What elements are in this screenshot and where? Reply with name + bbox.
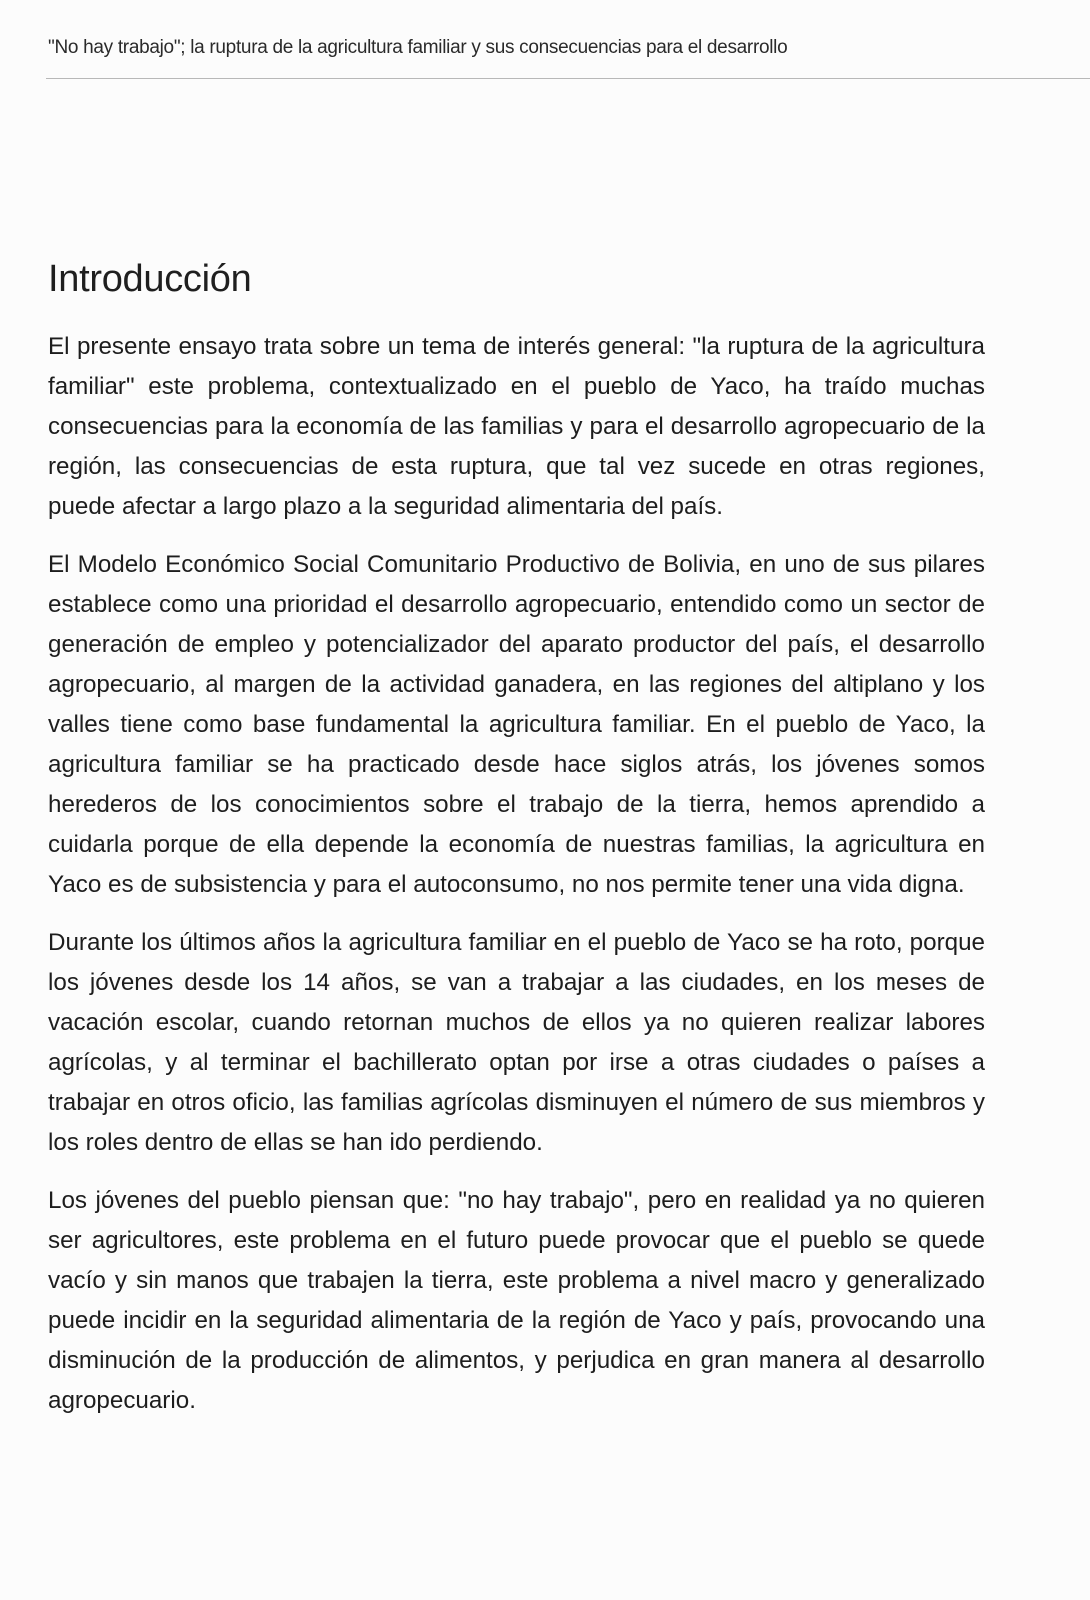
header-divider — [46, 78, 1090, 79]
paragraph-4: Los jóvenes del pueblo piensan que: "no hay trabajo", pero en realidad ya no quieren ser agricultores, este problema en el futuro puede provocar que el pueblo se quede vacío y sin manos que trabajen la tierra, este problema a nivel macro y generalizado puede incidir en la seguridad alimentaria de la región de Yaco y país, provocando una disminución de la producción de alimentos, y perjudica en gran manera al desarrollo agropecuario. — [48, 1187, 985, 1414]
body-text — [48, 327, 985, 1439]
paragraph-3: Durante los últimos años la agricultura familiar en el pueblo de Yaco se ha roto, porque los jóvenes desde los 14 años, se van a trabajar a las ciudades, en los meses de vacación escolar, cuando retornan muchos de ellos ya no quieren realizar labores agrícolas, y al terminar el bachillerato optan por irse a otras ciudades o países a trabajar en otros oficio, las familias agrícolas disminuyen el número de sus miembros y los roles dentro de ellas se han ido perdiendo. — [48, 929, 985, 1156]
paragraph-2: El Modelo Económico Social Comunitario Productivo de Bolivia, en uno de sus pilares establece como una prioridad el desarrollo agropecuario, entendido como un sector de generación de empleo y potencializador del aparato productor del país, el desarrollo agropecuario, al margen de la actividad ganadera, en las regiones del altiplano y los valles tiene como base fundamental la agricultura familiar. En el pueblo de Yaco, la agricultura familiar se ha practicado desde hace siglos atrás, los jóvenes somos herederos de los conocimientos sobre el trabajo de la tierra, hemos aprendido a cuidarla porque de ella depende la economía de nuestras familias, la agricultura en Yaco es de subsistencia y para el autoconsumo, no nos permite tener una vida digna. — [48, 551, 985, 898]
paragraph-1: El presente ensayo trata sobre un tema de interés general: "la ruptura de la agricultura familiar" este problema, contextualizado en el pueblo de Yaco, ha traído muchas consecuencias para la economía de las familias y para el desarrollo agropecuario de la región, las consecuencias de esta ruptura, que tal vez sucede en otras regiones, puede afectar a largo plazo a la seguridad alimentaria del país. — [48, 333, 985, 520]
running-header: "No hay trabajo"; la ruptura de la agricultura familiar y sus consecuencias para el desarrollo — [48, 37, 788, 58]
section-title: Introducción — [48, 258, 252, 300]
